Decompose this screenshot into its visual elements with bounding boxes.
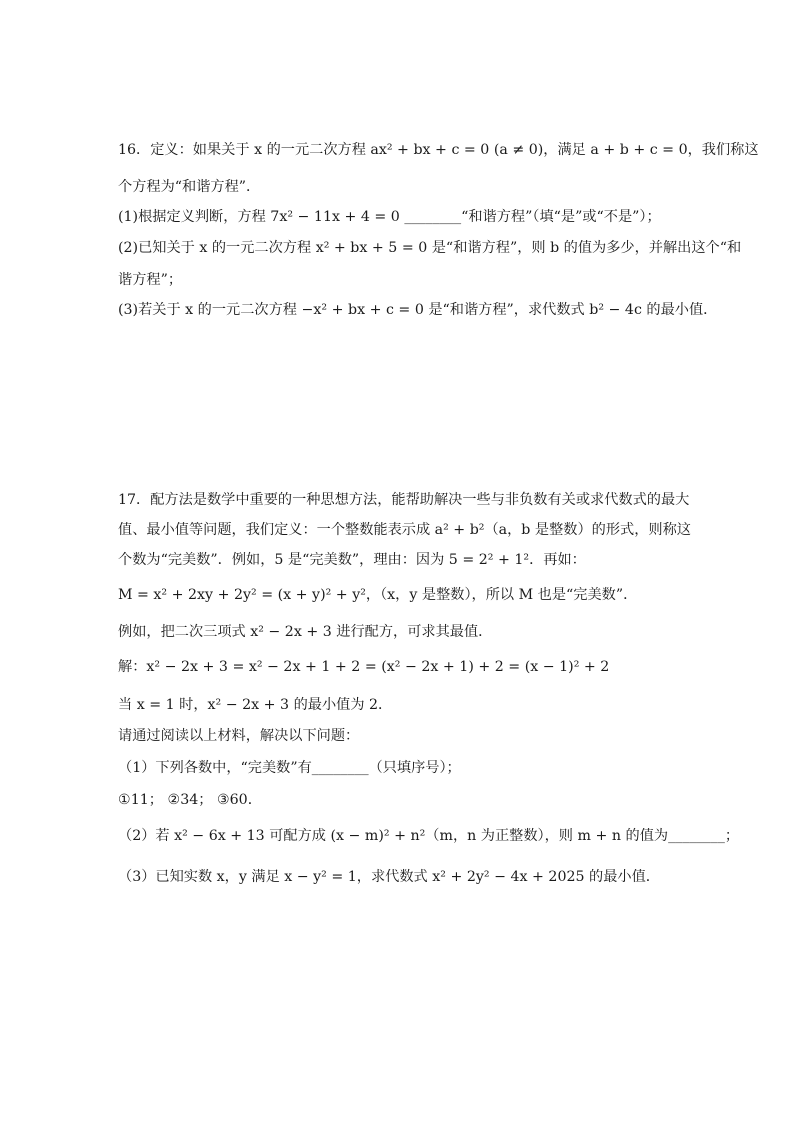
q16-part-2-line-1: (2)已知关于 x 的一元二次方程 x² + bx + 5 = 0 是“和谐方程”，则 b 的值为多少，并解出这个“和 [118,240,742,256]
q17-stem-line-2: 值、最小值等问题，我们定义：一个整数能表示成 a² + b²（a，b 是整数）的形式，则称这 [118,522,691,538]
q17-instruction: 请通过阅读以上材料，解决以下问题： [118,728,360,744]
q17-part-3: （3）已知实数 x，y 满足 x − y² = 1，求代数式 x² + 2y² − 4x + 2025 的最小值． [118,869,660,885]
q16-part-1: (1)根据定义判断，方程 7x² − 11x + 4 = 0 ________“和谐方程”（填“是”或“不是”）； [118,209,661,225]
q17-stem-line-3: 个数为“完美数”．例如，5 是“完美数”，理由：因为 5 = 2² + 1²．再如： [118,552,586,568]
q16-stem-line-1: 16．定义：如果关于 x 的一元二次方程 ax² + bx + c = 0 (a ≠ 0)，满足 a + b + c = 0，我们称这 [118,142,759,158]
q16-part-3: (3)若关于 x 的一元二次方程 −x² + bx + c = 0 是“和谐方程”，求代数式 b² − 4c 的最小值． [118,302,718,318]
q17-example-intro: 例如，把二次三项式 x² − 2x + 3 进行配方，可求其最值． [118,624,493,640]
q17-stem-line-4: M = x² + 2xy + 2y² = (x + y)² + y²，（x，y 是整数），所以 M 也是“完美数”． [118,587,638,603]
q17-solution: 解：x² − 2x + 3 = x² − 2x + 1 + 2 = (x² − 2x + 1) + 2 = (x − 1)² + 2 [118,659,610,675]
q17-part-1-options: ①11； ②34； ③60． [118,792,262,808]
q16-part-2-line-2: 谐方程”； [118,272,183,288]
q16-stem-line-2: 个方程为“和谐方程”． [118,179,261,195]
q17-stem-line-1: 17．配方法是数学中重要的一种思想方法，能帮助解决一些与非负数有关或求代数式的最大 [118,492,690,508]
q17-conclusion: 当 x = 1 时，x² − 2x + 3 的最小值为 2． [118,697,393,713]
q17-part-1: （1）下列各数中，“完美数”有________（只填序号）； [118,760,461,776]
q17-part-2: （2）若 x² − 6x + 13 可配方成 (x − m)² + n²（m，n 为正整数），则 m + n 的值为________； [118,828,740,844]
